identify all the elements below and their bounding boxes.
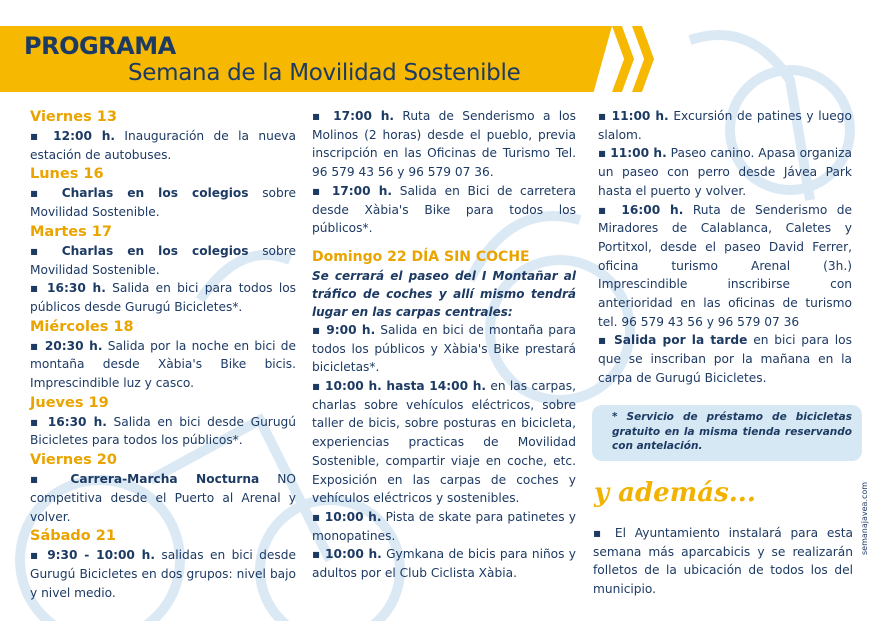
schedule-item: ▪ Charlas en los colegios sobre Movilidad Sostenible.	[30, 243, 296, 277]
item-text: Salida en bici de montaña para todos los públicos y Xàbia's Bike prestará bicicletas*.	[312, 322, 576, 375]
day-heading: Martes 17	[30, 223, 112, 240]
schedule-item: ▪ 20:30 h. Salida por la noche en bici de montaña desde Xàbia's Bike bicis. Imprescindible luz y casco.	[30, 338, 296, 391]
schedule-item: ▪ 10:00 h. Pista de skate para patinetes y monopatines.	[312, 509, 576, 543]
schedule-item: ▪ 10:00 h. Gymkana de bicis para niños y adultos por el Club Ciclista Xàbia.	[312, 547, 577, 581]
item-time: 11:00 h.	[610, 146, 667, 161]
item-text: Gymkana de bicis para niños y adultos por el Club Ciclista Xàbia.	[312, 547, 577, 581]
schedule-item: ▪ 16:00 h. Ruta de Senderismo de Miradores de Calablanca, Caletes y Portitxol, desde el paseo David Ferrer, oficina turismo Arenal (3h.) Imprescindible inscribirse con anterioridad en las oficinas de turismo tel. 96 579 43 56 y 96 579 07 36	[598, 202, 853, 329]
schedule-item: ▪ 17:00 h. Ruta de Senderismo a los Molinos (2 horas) desde el pueblo, previa inscripción en las Oficinas de Turismo Tel. 96 579 43 56 y 96 579 07 36.	[312, 109, 576, 180]
day-heading: Miércoles 18	[30, 318, 134, 335]
schedule-item: ▪ 11:00 h. Paseo canino. Apasa organiza un paseo con perro desde Jávea Park hasta el puerto y volver.	[598, 146, 853, 198]
loan-note: * Servicio de préstamo de bicicletas gratuito en la misma tienda reservando con antelación.	[592, 405, 862, 461]
item-text: Paseo canino. Apasa organiza un paseo con perro desde Jávea Park hasta el puerto y volver.	[598, 146, 853, 198]
item-time: Charlas en los colegios	[61, 243, 249, 258]
day-heading: Jueves 19	[30, 394, 109, 411]
page-subtitle: Semana de la Movilidad Sostenible	[128, 60, 521, 86]
page-title: PROGRAMA	[24, 32, 176, 60]
schedule-item: ▪ 9:00 h. Salida en bici de montaña para todos los públicos y Xàbia's Bike prestará bicicletas*.	[312, 322, 576, 375]
schedule-item: ▪ 17:00 h. Salida en Bici de carretera desde Xàbia's Bike para todos los públicos*.	[312, 183, 576, 236]
day-heading: Sábado 21	[30, 528, 116, 545]
item-text: Salida en bici para todos los públicos desde Gurugú Bicicletes*.	[30, 281, 297, 314]
item-time: Charlas en los colegios	[61, 186, 249, 201]
website-text: semanajavea.com	[860, 481, 869, 555]
day-intro: Se cerrará el paseo del I Montañar al tráfico de coches y allí mismo tendrá lugar en las carpas centrales:	[312, 268, 576, 319]
item-time: 9:00 h.	[326, 322, 376, 337]
item-text: sobre Movilidad Sostenible.	[30, 243, 296, 277]
item-time: Carrera-Marcha Nocturna	[70, 472, 260, 487]
schedule-item: ▪ 16:30 h. Salida en bici desde Gurugú Bicicletes para todos los públicos*.	[30, 414, 297, 448]
day-heading: Lunes 16	[30, 166, 104, 183]
schedule-column-1	[30, 107, 296, 602]
item-time: 11:00 h.	[611, 109, 669, 123]
item-time: 10:00 h.	[325, 547, 382, 562]
item-time: 12:00 h.	[53, 129, 116, 143]
item-time: 16:30 h.	[47, 414, 107, 429]
schedule-column-2	[312, 107, 576, 583]
item-text: sobre Movilidad Sostenible.	[30, 186, 296, 220]
item-text: Ruta de Senderismo a los Molinos (2 horas) desde el pueblo, previa inscripción en las Oficinas de Turismo Tel. 96 579 43 56 y 96 579 07 36.	[312, 109, 576, 180]
item-time: 16:00 h.	[621, 202, 684, 217]
schedule-item: ▪ Salida por la tarde en bici para los que se inscriban por la mañana en la carpa de Gurugú Bicicletes.	[598, 333, 852, 385]
item-text: Salida en Bici de carretera desde Xàbia's Bike para todos los públicos*.	[312, 183, 576, 236]
schedule-item: ▪ Carrera-Marcha Nocturna NO competitiva desde el Puerto al Arenal y volver.	[30, 472, 296, 524]
schedule-item: ▪ 11:00 h. Excursión de patines y luego slalom.	[598, 109, 852, 142]
item-text: Inauguración de la nueva estación de autobuses.	[30, 129, 296, 162]
item-text: Ruta de Senderismo de Miradores de Calablanca, Caletes y Portitxol, desde el paseo David Ferrer, oficina turismo Arenal (3h.) Imprescindible inscribirse con anterioridad en las oficinas de turismo tel. 96 579 43 56 y 96 579 07 36	[598, 202, 853, 329]
day-heading: Domingo 22 DÍA SIN COCHE	[312, 248, 530, 265]
item-text: en las carpas, charlas sobre vehículos eléctricos, sobre taller de bicis, sobre posturas en bicicleta, experiencias practicas de Movilidad Sostenible, compartir viaje en coche, etc. Exposición en las carpas de coches y vehículos eléctricos y sostenibles.	[312, 379, 576, 506]
item-time: 17:00 h.	[333, 109, 395, 123]
chevron-icon	[612, 26, 634, 92]
schedule-item: ▪ 10:00 h. hasta 14:00 h. en las carpas, charlas sobre vehículos eléctricos, sobre taller de bicis, sobre posturas en bicicleta, experiencias practicas de Movilidad Sostenible, compartir viaje en coche, etc. Exposición en las carpas de coches y vehículos eléctricos y sostenibles.	[312, 379, 576, 506]
item-text: NO competitiva desde el Puerto al Arenal y volver.	[30, 472, 296, 524]
item-time: 9:30 - 10:00 h.	[47, 548, 155, 563]
schedule-column-3	[598, 107, 852, 388]
item-time: 10:00 h. hasta 14:00 h.	[324, 379, 487, 394]
schedule-item: ▪ 16:30 h. Salida en bici para todos los públicos desde Gurugú Bicicletes*.	[30, 281, 297, 314]
ademas-text: ▪ El Ayuntamiento instalará para esta semana más aparcabicis y se realizarán folletos de la ubicación de todos los del municipio.	[593, 526, 853, 597]
item-text: Salida por la noche en bici de montaña desde Xàbia's Bike bicis. Imprescindible luz y casco.	[30, 338, 296, 391]
item-text: en bici para los que se inscriban por la mañana en la carpa de Gurugú Bicicletes.	[598, 333, 852, 385]
item-text: salidas en bici desde Gurugú Bicicletes en dos grupos: nivel bajo y nivel medio.	[30, 548, 297, 600]
schedule-item: ▪ 9:30 - 10:00 h. salidas en bici desde Gurugú Bicicletes en dos grupos: nivel bajo y nivel medio.	[30, 548, 297, 600]
ademas-heading: y además...	[594, 478, 756, 508]
item-time: Salida por la tarde	[614, 333, 748, 348]
item-time: 20:30 h.	[44, 338, 103, 353]
item-time: 16:30 h.	[47, 281, 106, 296]
day-heading: Viernes 20	[30, 452, 117, 469]
day-heading: Viernes 13	[30, 109, 117, 125]
item-text: Excursión de patines y luego slalom.	[598, 109, 852, 142]
chevron-icon	[632, 26, 654, 92]
item-text: Salida en bici desde Gurugú Bicicletes para todos los públicos*.	[30, 414, 297, 448]
ademas-body: El Ayuntamiento instalará para esta semana más aparcabicis y se realizarán folletos de la ubicación de todos los del municipio.	[593, 526, 853, 597]
schedule-item: ▪ Charlas en los colegios sobre Movilidad Sostenible.	[30, 186, 296, 220]
item-time: 17:00 h.	[331, 183, 392, 198]
item-text: Pista de skate para patinetes y monopatines.	[312, 509, 576, 543]
item-time: 10:00 h.	[324, 509, 382, 524]
schedule-item: ▪ 12:00 h. Inauguración de la nueva estación de autobuses.	[30, 129, 296, 162]
